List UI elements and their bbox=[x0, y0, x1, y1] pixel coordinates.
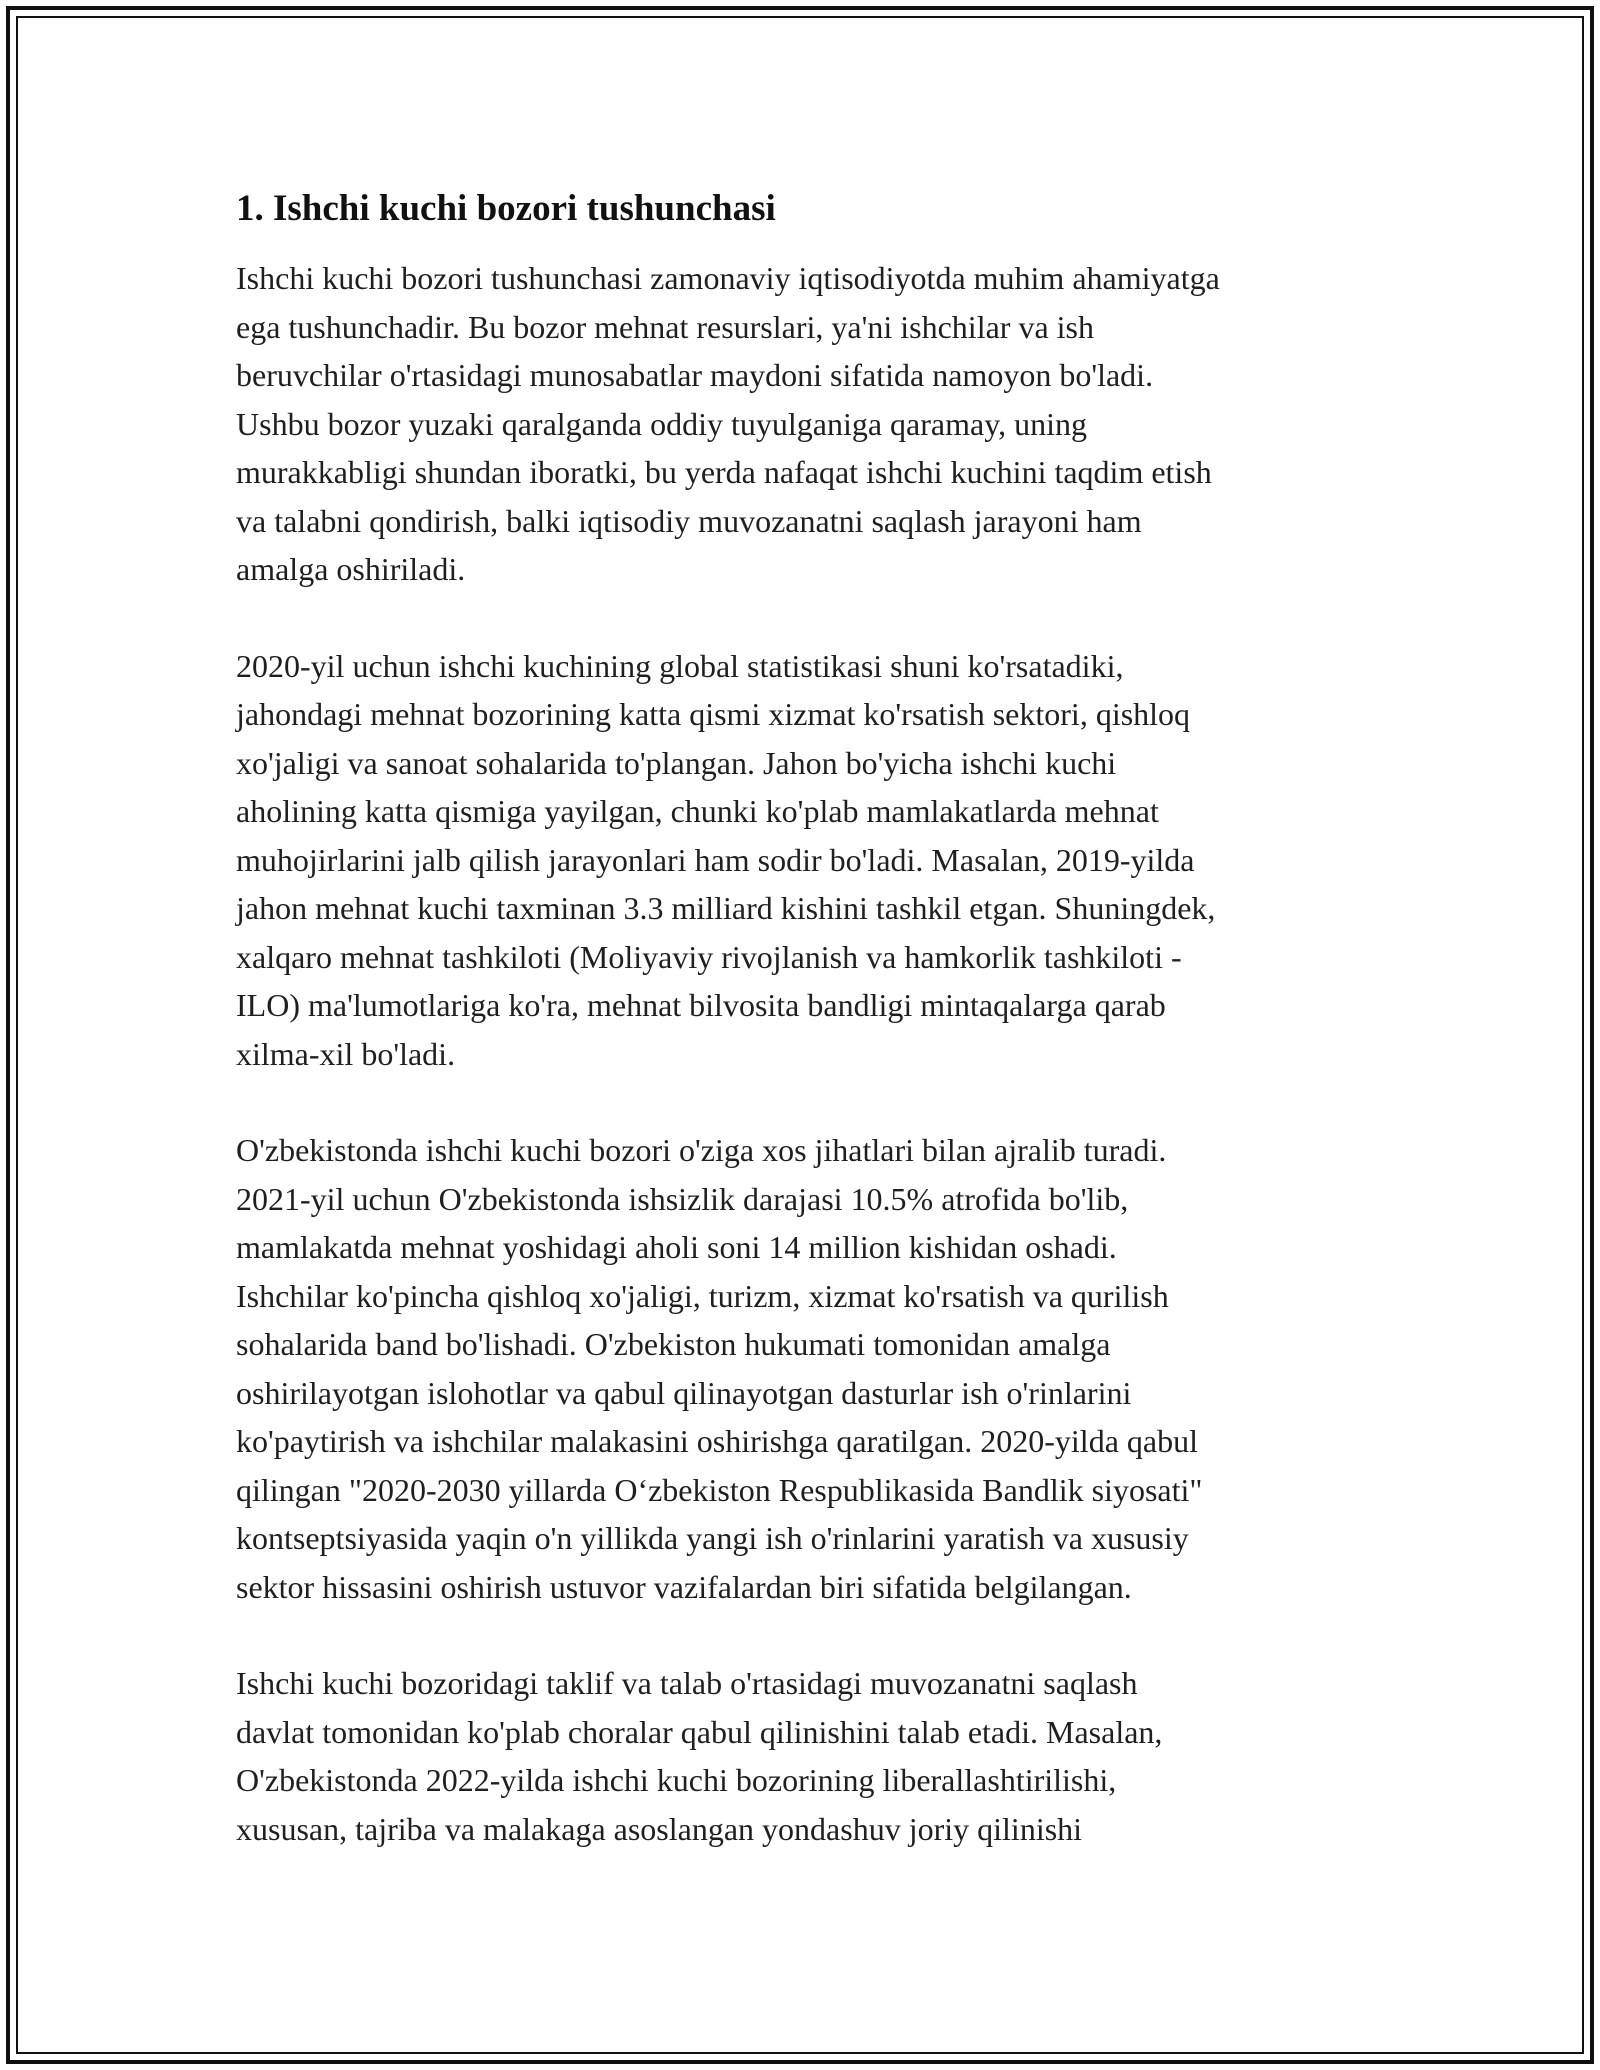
paragraph-line: jahon mehnat kuchi taxminan 3.3 milliard kishini tashkil etgan. Shuningdek, bbox=[236, 890, 1216, 926]
paragraph-line: 2021-yil uchun O'zbekistonda ishsizlik darajasi 10.5% atrofida bo'lib, bbox=[236, 1180, 1129, 1217]
paragraph-line: sektor hissasini oshirish ustuvor vazifalardan biri sifatida belgilangan. bbox=[236, 1568, 1132, 1605]
paragraph-line: mamlakatda mehnat yoshidagi aholi soni 14 million kishidan oshadi. bbox=[236, 1229, 1117, 1265]
paragraph-1 bbox=[236, 254, 1366, 594]
paragraph-line: aholining katta qismiga yayilgan, chunki ko'plab mamlakatlarda mehnat bbox=[236, 793, 1159, 829]
paragraph-line: ega tushunchadir. Bu bozor mehnat resurslari, ya'ni ishchilar va ish bbox=[236, 308, 1094, 345]
paragraph-line: 2020-yil uchun ishchi kuchining global statistikasi shuni ko'rsatadiki, bbox=[236, 647, 1124, 684]
paragraph-line: va talabni qondirish, balki iqtisodiy muvozanatni saqlash jarayoni ham bbox=[236, 502, 1142, 539]
paragraph-line: Ishchi kuchi bozoridagi taklif va talab o'rtasidagi muvozanatni saqlash bbox=[236, 1665, 1138, 1701]
paragraph-3 bbox=[236, 1126, 1366, 1611]
paragraph-line: xususan, tajriba va malakaga asoslangan yondashuv joriy qilinishi bbox=[236, 1810, 1083, 1847]
section-heading: 1. Ishchi kuchi bozori tushunchasi bbox=[236, 188, 776, 229]
paragraph-line: qilingan "2020-2030 yillarda O‘zbekiston Respublikasida Bandlik siyosati" bbox=[236, 1471, 1203, 1508]
paragraph-line: jahondagi mehnat bozorining katta qismi xizmat ko'rsatish sektori, qishloq bbox=[236, 696, 1191, 732]
paragraph-line: Ishchilar ko'pincha qishloq xo'jaligi, turizm, xizmat ko'rsatish va qurilish bbox=[236, 1277, 1169, 1314]
paragraph-line: davlat tomonidan ko'plab choralar qabul qilinishini talab etadi. Masalan, bbox=[236, 1713, 1163, 1750]
paragraph-line: Ushbu bozor yuzaki qaralganda oddiy tuyulganiga qaramay, uning bbox=[236, 405, 1088, 442]
paragraph-line: O'zbekistonda ishchi kuchi bozori o'ziga xos jihatlari bilan ajralib turadi. bbox=[236, 1132, 1167, 1168]
paragraph-line: xalqaro mehnat tashkiloti (Moliyaviy rivojlanish va hamkorlik tashkiloti - bbox=[236, 938, 1182, 975]
paragraph-line: sohalarida band bo'lishadi. O'zbekiston hukumati tomonidan amalga bbox=[236, 1326, 1111, 1362]
paragraph-2 bbox=[236, 642, 1366, 1079]
paragraph-line: xo'jaligi va sanoat sohalarida to'plangan. Jahon bo'yicha ishchi kuchi bbox=[236, 744, 1117, 781]
paragraph-line: ILO) ma'lumotlariga ko'ra, mehnat bilvosita bandligi mintaqalarga qarab bbox=[236, 987, 1166, 1023]
paragraph-4 bbox=[236, 1659, 1366, 1853]
paragraph-line: xilma-xil bo'ladi. bbox=[236, 1035, 456, 1072]
paragraph-line: oshirilayotgan islohotlar va qabul qilinayotgan dasturlar ish o'rinlarini bbox=[236, 1374, 1132, 1411]
paragraph-line: murakkabligi shundan iboratki, bu yerda nafaqat ishchi kuchini taqdim etish bbox=[236, 454, 1212, 490]
paragraph-line: amalga oshiriladi. bbox=[236, 551, 466, 587]
paragraph-line: beruvchilar o'rtasidagi munosabatlar maydoni sifatida namoyon bo'ladi. bbox=[236, 357, 1154, 393]
document-body bbox=[236, 186, 1366, 1901]
paragraph-line: Ishchi kuchi bozori tushunchasi zamonaviy iqtisodiyotda muhim ahamiyatga bbox=[236, 260, 1220, 296]
paragraph-line: kontseptsiyasida yaqin o'n yillikda yangi ish o'rinlarini yaratish va xususiy bbox=[236, 1520, 1189, 1556]
paragraph-line: O'zbekistonda 2022-yilda ishchi kuchi bozorining liberallashtirilishi, bbox=[236, 1762, 1117, 1798]
paragraph-line: ko'paytirish va ishchilar malakasini oshirishga qaratilgan. 2020-yilda qabul bbox=[236, 1423, 1198, 1459]
paragraph-line: muhojirlarini jalb qilish jarayonlari ham sodir bo'ladi. Masalan, 2019-yilda bbox=[236, 841, 1195, 878]
